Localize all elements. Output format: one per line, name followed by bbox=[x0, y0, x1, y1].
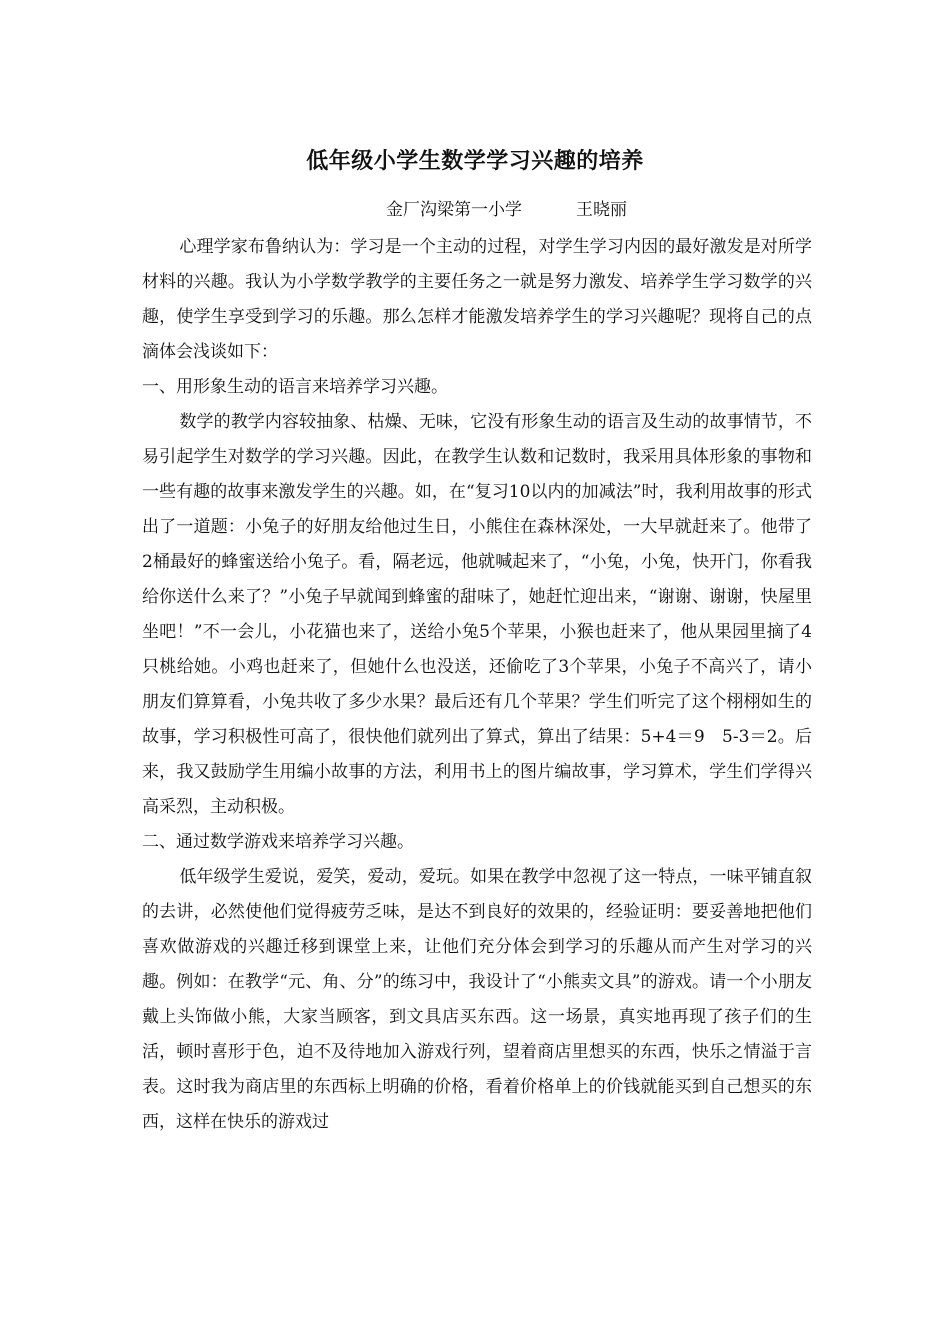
paragraph-intro: 心理学家布鲁纳认为：学习是一个主动的过程，对学生学习内因的最好激发是对所学材料的兴趣。我认为小学数学教学的主要任务之一就是努力激发、培养学生学习数学的兴趣，使学生享受到学习的乐趣。那么怎样才能激发培养学生的学习兴趣呢？现将自己的点滴体会浅谈如下： bbox=[142, 237, 812, 362]
paragraph-section-2: 低年级学生爱说，爱笑，爱动，爱玩。如果在教学中忽视了这一特点，一味平铺直叙的去讲，必然使他们觉得疲劳乏味，是达不到良好的效果的，经验证明：要妥善地把他们喜欢做游戏的兴趣迁移到课堂上来，让他们充分体会到学习的乐趣从而产生对学习的兴趣。例如：在教学“元、角、分”的练习中，我设计了“小熊卖文具”的游戏。请一个小朋友戴上头饰做小熊，大家当顾客，到文具店买东西。这一场景，真实地再现了孩子们的生活，顿时喜形于色，迫不及待地加入游戏行列，望着商店里想买的东西，快乐之情溢于言表。这时我为商店里的东西标上明确的价格，看着价格单上的价钱就能买到自己想买的东西，这样在快乐的游戏过 bbox=[142, 867, 812, 1132]
section-heading-1: 一、用形象生动的语言来培养学习兴趣。 bbox=[142, 377, 448, 397]
paragraph-section-1: 数学的教学内容较抽象、枯燥、无味，它没有形象生动的语言及生动的故事情节，不易引起学生对数学的学习兴趣。因此，在教学生认数和记数时，我采用具体形象的事物和一些有趣的故事来激发学生的兴趣。如，在“复习10以内的加减法”时，我利用故事的形式出了一道题：小兔子的好朋友给他过生日，小熊住在森林深处，一大早就赶来了。他带了2桶最好的蜂蜜送给小兔子。看，隔老远，他就喊起来了，“小兔，小兔，快开门，你看我给你送什么来了？”小兔子早就闻到蜂蜜的甜味了，她赶忙迎出来，“谢谢、谢谢，快屋里坐吧！”不一会儿，小花猫也来了，送给小兔5个苹果，小猴也赶来了，他从果园里摘了4只桃给她。小鸡也赶来了，但她什么也没送，还偷吃了3个苹果，小兔子不高兴了，请小朋友们算算看，小兔共收了多少水果？最后还有几个苹果？学生们听完了这个栩栩如生的故事，学习积极性可高了，很快他们就列出了算式，算出了结果：5+4＝9 5-3＝2。后来，我又鼓励学生用编小故事的方法，利用书上的图片编故事，学习算术，学生们学得兴高采烈，主动积极。 bbox=[142, 412, 812, 817]
author-name: 王晓丽 bbox=[576, 200, 627, 220]
document-body bbox=[142, 230, 812, 1140]
byline bbox=[386, 196, 627, 224]
document-title: 低年级小学生数学学习兴趣的培养 bbox=[306, 149, 644, 174]
school-name: 金厂沟梁第一小学 bbox=[386, 200, 522, 220]
section-heading-2: 二、通过数学游戏来培养学习兴趣。 bbox=[142, 832, 414, 852]
